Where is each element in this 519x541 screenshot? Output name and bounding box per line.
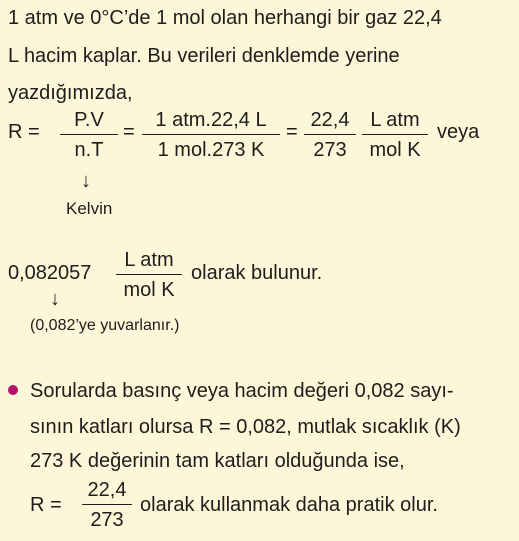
fraction-denominator: n.T [74,139,104,161]
result-text: olarak bulunur. [191,262,323,284]
fraction-numerator: 22,4 [310,109,350,131]
fraction-numerator: L atm [370,109,420,131]
fraction-unit [362,108,428,162]
fraction-denominator: mol K [369,139,421,161]
fraction-bar [142,134,280,135]
fraction-denominator: 1 mol.273 K [157,139,265,161]
bullet-line-2: sının katları olursa R = 0,082, mutlak sıcaklık (K) [30,416,461,438]
fraction-bar [116,274,182,275]
paragraph-line-2: L hacim kaplar. Bu verileri denklemde yerine [8,45,400,67]
fraction-22-4-over-273 [304,108,356,162]
fraction-unit [116,248,182,302]
bullet-line-3: 273 K değerinin tam katları olduğunda ise, [30,450,405,472]
fraction-pv-over-nt [60,108,118,162]
fraction-numerator: P.V [74,109,104,131]
rounding-note: (0,082’ye yuvarlanır.) [30,317,180,334]
bullet-conclusion-text: olarak kullanmak daha pratik olur. [140,494,438,516]
equation-r-equals: R = [30,494,62,516]
kelvin-label: Kelvin [66,199,113,218]
fraction-numerator: 22,4 [87,479,127,501]
paragraph-line-3: yazdığımızda, [8,82,133,104]
bullet-line-1: Sorularda basınç veya hacim değeri 0,082 sayı- [30,380,454,402]
equals-sign: = [286,121,298,143]
gas-constant-value: 0,082057 [8,262,92,284]
down-arrow-icon: ↓ [81,170,91,192]
paragraph-line-1: 1 atm ve 0°C’de 1 mol olan herhangi bir gaz 22,4 [8,7,442,29]
fraction-numerator: 1 atm.22,4 L [155,109,267,131]
equation-r-equals: R = [8,121,40,143]
veya-text: veya [437,121,480,143]
down-arrow-icon: ↓ [50,288,60,310]
fraction-values [142,108,280,162]
fraction-denominator: mol K [123,279,175,301]
fraction-denominator: 273 [313,139,347,161]
equals-sign: = [123,121,135,143]
fraction-numerator: L atm [124,249,174,271]
fraction-22-4-over-273 [82,478,132,532]
fraction-denominator: 273 [90,509,124,531]
fraction-bar [60,134,118,135]
bullet-point-icon [8,385,18,395]
fraction-bar [304,134,356,135]
fraction-bar [82,504,132,505]
fraction-bar [362,134,428,135]
